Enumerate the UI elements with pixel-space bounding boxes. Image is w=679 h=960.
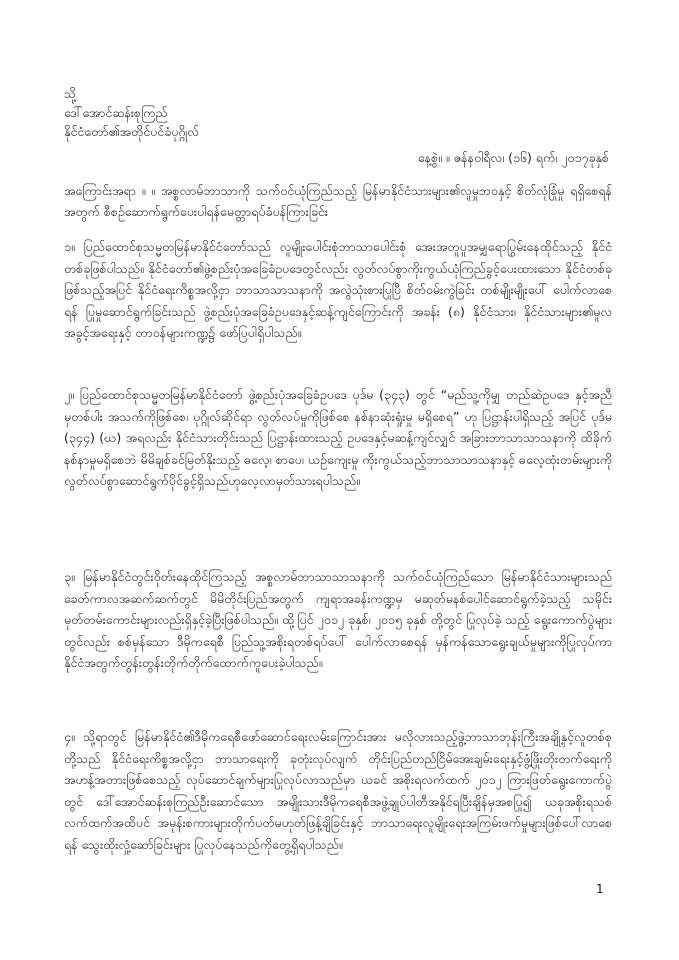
paragraph-2: ၂။ ပြည်ထောင်စုသမ္မတမြန်မာနိုင်ငံတော် ဖွဲ့စည်းပုံအခြေခံဥပဒေ ပုဒ်မ (၃၄၃) တွင် “မည်သူ့ကိုမျှ တည်ဆဲဥပဒေ နှင့်အညီမှတစ်ပါး အသက်ကိုဖြစ်စေ၊ ပုဂ္ဂိုလ်ဆိုင်ရာ လွတ်လပ်မှုကိုဖြစ်စေ နစ်နာဆုံးရှုံးမှု မရှိစေရ” ဟု ပြဋ္ဌာန်းပါရှိသည့် အပြင် ပုဒ်မ (၃၄၄) (ဃ) အရလည်း နိုင်ငံသားတိုင်းသည် ပြဋ္ဌာန်းထားသည့် ဥပဒေနှင့်မဆန့်ကျင်လျှင် အခြားဘာသာသာသနာကို ထိခိုက်နစ်နာမှုမရှိစေဘဲ မိမိချစ်ခင်မြတ်နိုးသည့် ဓလေ့၊ စာပေ၊ ယဉ်ကျေးမှု ကိုးကွယ်သည့်ဘာသာသာသနာနှင့် ဓလေ့ထုံးတမ်းများကို လွတ်လပ်စွာဆောင်ရွက်ပိုင်ခွင့်ရှိသည်ဟုလေ့လာမှတ်သားရပါသည်။ [64, 387, 612, 488]
paragraph-3: ၃။ မြန်မာနိုင်ငံတွင်းဝိုတ်းနေထိုင်ကြသည့် အစ္စလာမ်ဘာသာသာသနာကို သက်ဝင်ယုံကြည်သော မြန်မာနိုင်ငံသားများသည် ခေတ်ကာလအဆက်ဆက်တွင် မိမိတိုင်းပြည်အတွက် ကျရာအခန်းကဏ္ဍမှ မဆုတ်မနစ်ပေါင်ဆောင်ရွက်ခဲ့သည့် သမိုင်းမှတ်တမ်းကောင်းများလည်းရှိနှင့်ခဲ့ပြီးဖြစ်ပါသည်။ ထို့ပြင် ၂၀၁၂ ခုနှစ်၊ ၂၀၁၅ ခုနှစ် တို့တွင် ပြုလုပ်ခဲ့ သည့် ရွေးကောက်ပွဲများတွင်လည်း စစ်မှန်သော ဒီမိုကရေစီ ပြည်သူ့အစိုးရတစ်ရပ်ပေါ် ပေါက်လာစေရန် မှန်ကန်သောရွေးချယ်မှုများကိုပြုလုပ်ကာ နိုင်ငံအတွက်တွန်းတွန်းတိုက်တိုက်ထောက်ကူပေးခဲ့ပါသည်။ [64, 569, 612, 670]
subject-line: အကြောင်းအရာ ။ ။ အစ္စလာမ်ဘာသာကို သက်ဝင်ယုံကြည်သည့် မြန်မာနိုင်ငံသားများ၏လူမှုဘဝနှင့် စိတ်လုံခြုံမှု ရရှိစေရန်အတွက် စီစဉ်ဆောက်ရွက်ပေးပါရန်မေတ္တာရပ်ခံပန်ကြားခြင်း [64, 183, 612, 219]
page-number: 1 [596, 882, 604, 896]
recipient-block [64, 84, 604, 141]
recipient-title: နိုင်ငံတော်၏အတိုင်ပင်ခံပုဂ္ဂိုလ် [64, 124, 200, 139]
recipient-name: ဒေါ်အောင်ဆန်းစုကြည် [64, 105, 168, 120]
date-line: နေ့စွဲ။ ။ ဇန်နဝါရီလ၊ (၁၆) ရက်၊ ၂၀၁၇ခုနှစ် [417, 150, 609, 165]
recipient-to: သို့ [64, 86, 77, 101]
paragraph-4: ၄။ သို့ရာတွင် မြန်မာနိုင်ငံ၏ဒီမိုကရေစီဖော်ဆောင်ရေးလမ်းကြောင်းအား မလိုလားသည့်ဖွဲ့ဘာသာဘုန်းကြီးအချို့နှင့်လူတစ်စုတို့သည် နိုင်ငံရေးကိစ္စအလို့ငှာ ဘာသာရေးကို ခုတုံးလုပ်လျက် တိုင်းပြည်တည်ငြိမ်အေးချမ်းရေးနှင့်ဖွံ့ဖြိုးတိုးတက်ရေးကို အဟန့်အတားဖြစ်စေသည့် လုပ်ဆောင်ချက်များပြုလုပ်လာသည်မှာ ယခင် အစိုးရလက်ထက် ၂၀၁၂ ကြားဖြတ်ရွေးကောက်ပွဲတွင် ဒေါ်အောင်ဆန်းစုကြည်ဦးဆောင်သော အမျိုးသားဒီမိုကရေစီအဖွဲ့ချုပ်ပါတီအနိုင်ရပြီးချိန်မှအစပြု၍ ယခုအစိုးရသစ်လက်ထက်အထိပင် အမုန်းစကားများတိုက်ပတ်မဟုတ်ဖြန့်ချိခြင်းနှင့် ဘာသာရေးလူမျိုးရေးအကြမ်းဖက်မှုများဖြစ်ပေါ်လာစေရန် သွေးထိုးလှုံ့ဆော်ခြင်းများ ပြုလုပ်နေသည်ကိုတွေ့ရှိရပါသည်။ [64, 729, 612, 852]
paragraph-1: ၁။ ပြည်ထောင်စုသမ္မတမြန်မာနိုင်ငံတော်သည် လူမျိုးပေါင်းစုံဘာသာပေါင်းစုံ အေးအတူပူအမျှရောပြွမ်းနေထိုင်သည့် နိုင်ငံတစ်ခုဖြစ်ပါသည်။ နိုင်ငံတော်၏ဖွဲ့စည်းပုံအခြေခံဥပဒေတွင်လည်း လွတ်လပ်စွာကိုးကွယ်ယုံကြည်ခွင့်ပေးထားသော နိုင်ငံတစ်ခုဖြစ်သည့်အပြင် နိုင်ငံရေးကိစ္စအလို့ငှာ ဘာသာသာသနာကို အလွဲသုံးစားပြုပြီ စိတ်ဝမ်းကွဲခြင်း တစ်မျိုးမျိုးပေါ် ပေါက်လာစေရန် ပြုမှုဆောင်ရွက်ခြင်းသည် ဖွဲ့စည်းပုံအခြေခံဥပဒေနှင့်ဆန့်ကျင်ကြောင်းကို အခန်း (၈) နိုင်ငံသား၊ နိုင်ငံသားများ၏မူလအခွင့်အရေးနှင့် တာဝန်များကဏ္ဍ၌ ဖော်ပြပါရှိပါသည်။ [64, 239, 612, 340]
